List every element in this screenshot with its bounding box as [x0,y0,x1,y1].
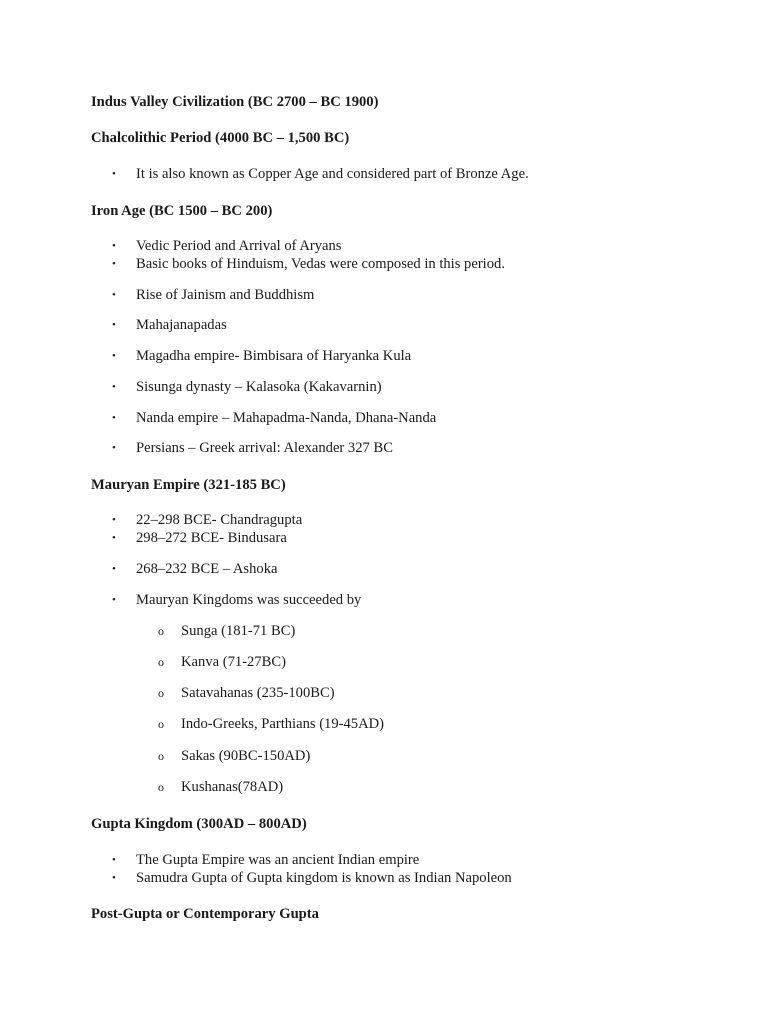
bullet-icon: • [112,319,116,331]
sub-bullet-icon: o [158,624,164,638]
sub-list-item: Satavahanas (235-100BC) [181,685,335,701]
list-item: Rise of Jainism and Buddhism [136,287,315,303]
sub-bullet-icon: o [158,686,164,700]
sub-list-item: Indo-Greeks, Parthians (19-45AD) [181,716,385,732]
list-item: Sisunga dynasty – Kalasoka (Kakavarnin) [136,379,382,395]
sub-list-item: Sunga (181-71 BC) [181,623,296,639]
list-item: 268–232 BCE – Ashoka [136,561,278,577]
list-item: Persians – Greek arrival: Alexander 327 BC [136,440,393,456]
heading-chalcolithic: Chalcolithic Period (4000 BC – 1,500 BC) [91,130,350,146]
sub-bullet-icon: o [158,717,164,731]
heading-mauryan-empire: Mauryan Empire (321-185 BC) [91,477,286,493]
list-item: 22–298 BCE- Chandragupta [136,512,303,528]
sub-bullet-icon: o [158,780,164,794]
bullet-icon: • [112,412,116,424]
bullet-icon: • [112,442,116,454]
bullet-icon: • [112,168,116,180]
sub-list-item: Kushanas(78AD) [181,779,284,795]
bullet-icon: • [112,594,116,606]
bullet-icon: • [112,381,116,393]
sub-bullet-icon: o [158,655,164,669]
list-item: Mahajanapadas [136,317,227,333]
sub-list-item: Sakas (90BC-150AD) [181,748,311,764]
heading-indus-valley: Indus Valley Civilization (BC 2700 – BC 1900) [91,94,379,110]
heading-gupta-kingdom: Gupta Kingdom (300AD – 800AD) [91,816,307,832]
list-item: Mauryan Kingdoms was succeeded by [136,592,362,608]
heading-post-gupta: Post-Gupta or Contemporary Gupta [91,906,319,922]
bullet-icon: • [112,854,116,866]
list-item: It is also known as Copper Age and considered part of Bronze Age. [136,166,529,182]
list-item: Magadha empire- Bimbisara of Haryanka Kula [136,348,412,364]
list-item: Nanda empire – Mahapadma-Nanda, Dhana-Nanda [136,410,437,426]
bullet-icon: • [112,258,116,270]
bullet-icon: • [112,532,116,544]
list-item: Samudra Gupta of Gupta kingdom is known as Indian Napoleon [136,870,512,886]
bullet-icon: • [112,563,116,575]
list-item: The Gupta Empire was an ancient Indian empire [136,852,420,868]
bullet-icon: • [112,872,116,884]
sub-bullet-icon: o [158,749,164,763]
bullet-icon: • [112,514,116,526]
bullet-icon: • [112,240,116,252]
list-item: 298–272 BCE- Bindusara [136,530,287,546]
bullet-icon: • [112,350,116,362]
bullet-icon: • [112,289,116,301]
sub-list-item: Kanva (71-27BC) [181,654,286,670]
list-item: Vedic Period and Arrival of Aryans [136,238,342,254]
heading-iron-age: Iron Age (BC 1500 – BC 200) [91,203,273,219]
list-item: Basic books of Hinduism, Vedas were composed in this period. [136,256,505,272]
